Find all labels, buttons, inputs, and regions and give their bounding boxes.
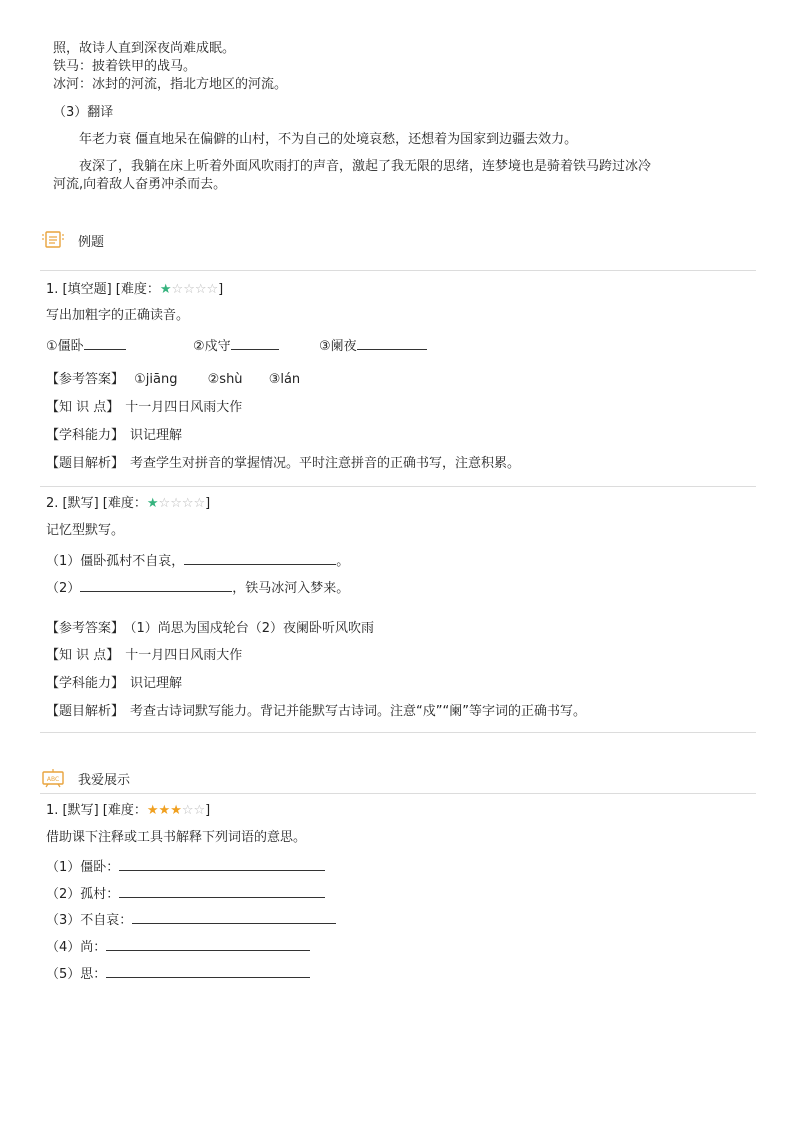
q1-analysis-row: 【题目解析】 考查学生对拼音的掌握情况。平时注意拼音的正确书写，注意积累。 — [46, 456, 521, 471]
difficulty-stars-filled: ★ — [159, 282, 172, 297]
translation-label: （3）翻译 — [53, 105, 114, 120]
difficulty-stars-empty: ☆☆ — [181, 803, 206, 818]
divider — [40, 793, 756, 794]
q2-ability-row: 【学科能力】 识记理解 — [46, 676, 183, 691]
show-q1-item-3: （3）不自哀： — [46, 909, 336, 930]
show-q1-item-1: （1）僵卧： — [46, 856, 325, 877]
answer-blank[interactable] — [119, 856, 325, 871]
answer-blank[interactable] — [357, 335, 427, 350]
show-section-header — [40, 764, 130, 792]
q1-item-1: ①僵卧 — [46, 335, 126, 356]
difficulty-stars-filled: ★★★ — [146, 803, 182, 818]
q2-analysis-row: 【题目解析】 考查古诗词默写能力。背记并能默写古诗词。注意“戍”“阑”等字词的正确书写。 — [46, 704, 586, 719]
answer-blank[interactable] — [119, 883, 325, 898]
q1-answer-row: 【参考答案】 ①jiāng ②shù ③lán — [46, 372, 301, 387]
show-q1-item-5: （5）思： — [46, 963, 310, 984]
answer-blank[interactable] — [80, 577, 232, 592]
examples-section-header — [40, 226, 104, 254]
book-icon — [40, 230, 66, 250]
translation-para-2a: 夜深了，我躺在床上听着外面风吹雨打的声音，激起了我无限的思绪，连梦境也是骑着铁马跨过冰冷 — [79, 159, 652, 174]
difficulty-stars-filled: ★ — [146, 496, 159, 511]
svg-text:ABC: ABC — [46, 776, 60, 783]
difficulty-stars-empty: ☆☆☆☆ — [158, 496, 206, 511]
note-line-1: 照，故诗人直到深夜尚难成眠。 — [53, 41, 236, 56]
examples-section-title: 例题 — [78, 234, 105, 250]
answer-blank[interactable] — [184, 550, 336, 565]
show-q1-header: 1. [默写] [难度：★★★☆☆] — [46, 803, 211, 818]
q1-item-3: ③阑夜 — [319, 335, 427, 356]
answer-blank[interactable] — [132, 909, 336, 924]
answer-blank[interactable] — [106, 963, 310, 978]
q2-line-2: （2） ，铁马冰河入梦来。 — [46, 577, 349, 598]
answer-blank[interactable] — [84, 335, 126, 350]
abc-board-icon — [40, 768, 66, 788]
q2-header: 2. [默写] [难度：★☆☆☆☆] — [46, 496, 211, 511]
q1-kp-row: 【知 识 点】 十一月四日风雨大作 — [46, 400, 243, 415]
divider — [40, 486, 756, 487]
q2-kp-row: 【知 识 点】 十一月四日风雨大作 — [46, 648, 243, 663]
answer-blank[interactable] — [106, 936, 310, 951]
show-q1-item-2: （2）孤村： — [46, 883, 325, 904]
q1-ability-row: 【学科能力】 识记理解 — [46, 428, 183, 443]
note-line-3: 冰河：冰封的河流，指北方地区的河流。 — [53, 77, 288, 92]
translation-para-2b: 河流,向着敌人奋勇冲杀而去。 — [53, 177, 227, 192]
show-q1-prompt: 借助课下注释或工具书解释下列词语的意思。 — [46, 830, 307, 845]
q2-line-1: （1）僵卧孤村不自哀， 。 — [46, 550, 349, 571]
answer-blank[interactable] — [231, 335, 279, 350]
translation-para-1: 年老力衰 僵直地呆在偏僻的山村，不为自己的处境哀愁，还想着为国家到边疆去效力。 — [79, 132, 578, 147]
q2-answer-row: 【参考答案】 （1）尚思为国戍轮台（2）夜阑卧听风吹雨 — [46, 621, 375, 636]
show-section-title: 我爱展示 — [78, 772, 131, 788]
divider — [40, 732, 756, 733]
q1-prompt: 写出加粗字的正确读音。 — [46, 308, 190, 323]
q1-item-2: ②戍守 — [193, 335, 279, 356]
note-line-2: 铁马：披着铁甲的战马。 — [53, 59, 197, 74]
show-q1-item-4: （4）尚： — [46, 936, 310, 957]
q2-prompt: 记忆型默写。 — [46, 523, 125, 538]
difficulty-stars-empty: ☆☆☆☆ — [171, 282, 219, 297]
q1-header: 1. [填空题] [难度：★☆☆☆☆] — [46, 282, 224, 297]
divider — [40, 270, 756, 271]
